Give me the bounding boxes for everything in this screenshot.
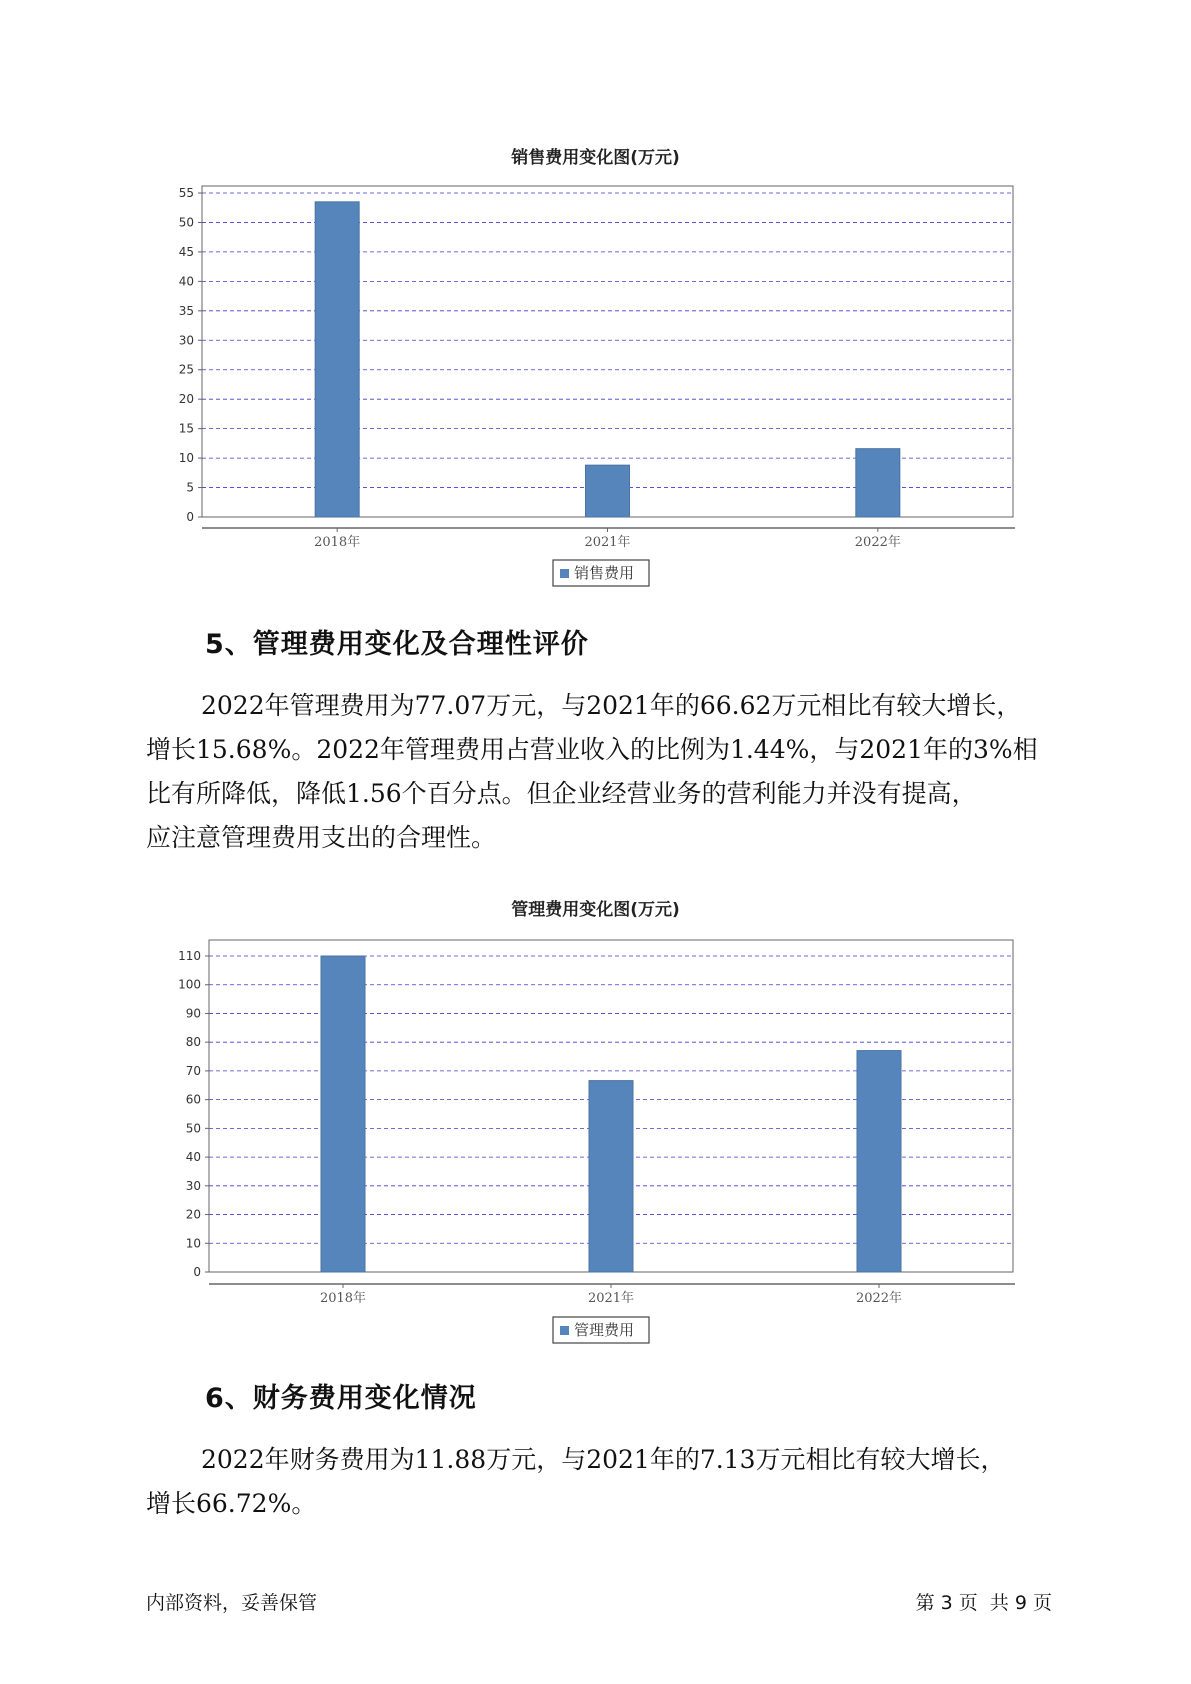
section5-line-2: 增长15.68%。2022年管理费用占营业收入的比例为1.44%，与2021年的3%相 xyxy=(146,735,1038,764)
section6-line-2: 增长66.72%。 xyxy=(146,1489,317,1518)
section5-heading: 5、管理费用变化及合理性评价 xyxy=(205,629,589,660)
x-tick-label: 2018年 xyxy=(319,1291,367,1306)
x-tick-label: 2021年 xyxy=(584,535,631,550)
x-tick-label: 2022年 xyxy=(854,535,901,550)
y-tick-label: 20 xyxy=(185,1207,201,1222)
y-tick-label: 60 xyxy=(185,1092,201,1107)
y-tick-label: 70 xyxy=(185,1063,201,1078)
y-tick-label: 100 xyxy=(178,977,201,992)
section5-line-4: 应注意管理费用支出的合理性。 xyxy=(146,823,497,852)
y-tick-label: 90 xyxy=(185,1006,201,1021)
footer-page-number: 第 3 页 共 9 页 xyxy=(915,1592,1052,1614)
bar-2018年 xyxy=(321,956,365,1272)
y-tick-label: 0 xyxy=(186,510,194,524)
bar-2021年 xyxy=(589,1081,633,1272)
x-tick-label: 2022年 xyxy=(855,1291,903,1306)
y-tick-label: 55 xyxy=(178,186,194,200)
legend xyxy=(553,1317,649,1343)
y-tick-label: 40 xyxy=(178,274,194,289)
sales-chart-title: 销售费用变化图(万元) xyxy=(511,148,680,168)
y-tick-label: 0 xyxy=(193,1265,201,1279)
y-tick-label: 35 xyxy=(178,303,194,318)
y-tick-label: 50 xyxy=(178,215,194,230)
y-tick-label: 80 xyxy=(185,1035,201,1050)
y-tick-label: 10 xyxy=(178,451,194,466)
footer-left: 内部资料，妥善保管 xyxy=(146,1592,318,1614)
y-tick-label: 110 xyxy=(178,949,201,963)
y-tick-label: 25 xyxy=(178,362,194,377)
y-tick-label: 40 xyxy=(185,1150,201,1165)
section5-line-3: 比有所降低，降低1.56个百分点。但企业经营业务的营利能力并没有提高， xyxy=(146,779,977,808)
legend-label: 销售费用 xyxy=(574,564,635,582)
y-tick-label: 20 xyxy=(178,392,194,407)
y-tick-label: 50 xyxy=(185,1121,201,1136)
section6-paragraph xyxy=(146,1438,1061,1526)
y-tick-label: 45 xyxy=(178,244,194,259)
y-tick-label: 30 xyxy=(185,1178,201,1193)
section6-line-1: 2022年财务费用为11.88万元，与2021年的7.13万元相比有较大增长， xyxy=(201,1445,1006,1474)
bar-2022年 xyxy=(857,1051,901,1272)
y-tick-label: 10 xyxy=(185,1236,201,1251)
x-tick-label: 2021年 xyxy=(587,1291,635,1306)
x-tick-label: 2018年 xyxy=(314,535,361,550)
y-tick-label: 15 xyxy=(178,421,194,436)
y-tick-label: 5 xyxy=(186,480,194,495)
section6-heading: 6、财务费用变化情况 xyxy=(205,1383,477,1414)
admin-chart-title: 管理费用变化图(万元) xyxy=(511,900,680,920)
legend-label: 管理费用 xyxy=(574,1321,635,1339)
section5-line-1: 2022年管理费用为77.07万元，与2021年的66.62万元相比有较大增长， xyxy=(201,691,1022,720)
legend-swatch xyxy=(560,1326,569,1335)
y-tick-label: 30 xyxy=(178,333,194,348)
